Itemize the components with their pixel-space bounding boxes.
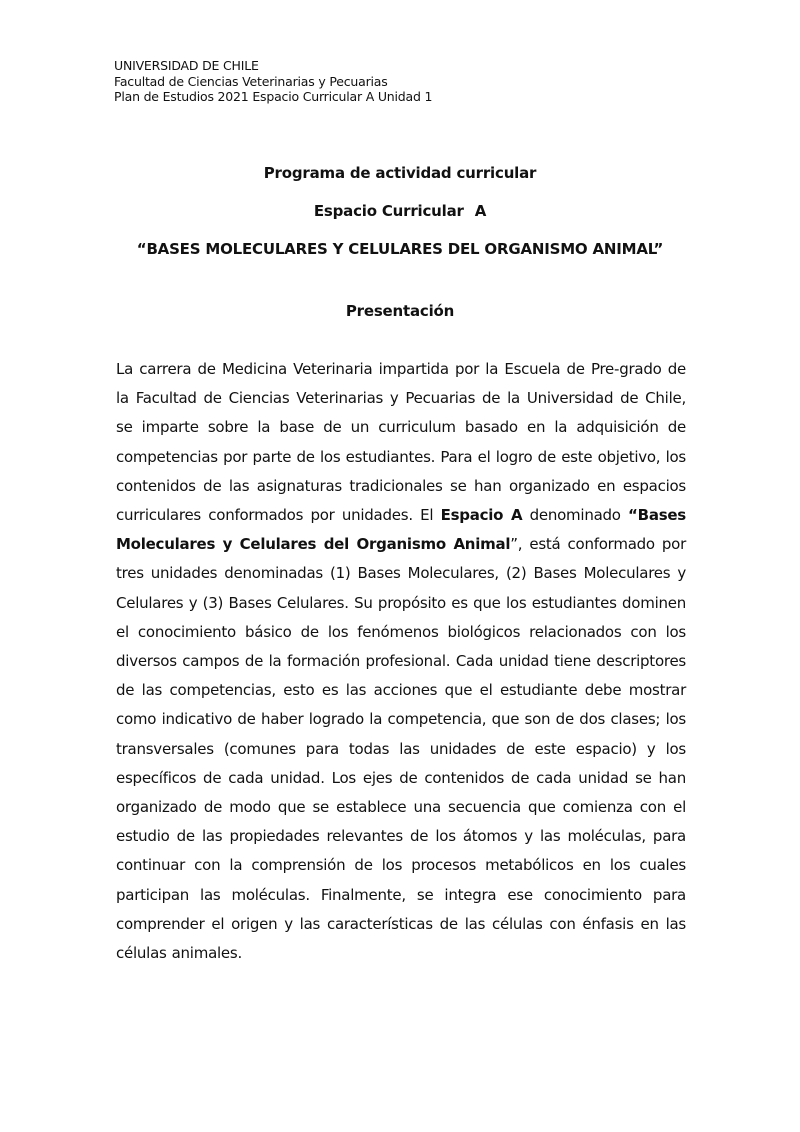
curricular-space-title <box>0 202 800 220</box>
program-title: Programa de actividad curricular <box>263 164 537 182</box>
paragraph-text-3: ”, está conformado por tres unidades denominadas (1) Bases Moleculares, (2) Bases Moleculares y Celulares y (3) Bases Celulares. Su propósito es que los estudiantes dominen el conocimiento básico de los fenómenos biológicos relacionados con los diversos campos de la formación profesional. Cada unidad tiene descriptores de las competencias, esto es las acciones que el estudiante debe mostrar como indicativo de haber logrado la competencia, que son de dos clases; los transversales (comunes para todas las unidades de este espacio) y los específicos de cada unidad. Los ejes de contenidos de cada unidad se han organizado de modo que se establece una secuencia que comienza con el estudio de las propiedades relevantes de los átomos y las moléculas, para continuar con la comprensión de los procesos metabólicos en los cuales participan las moléculas. Finalmente, se integra ese conocimiento para comprender el origen y las características de las células con énfasis en las células animales. <box>116 535 687 963</box>
header-plan: Plan de Estudios 2021 Espacio Curricular A Unidad 1 <box>114 89 433 104</box>
curricular-space-letter: A <box>474 202 487 220</box>
paragraph-text-2: denominado <box>522 506 629 525</box>
course-name-title: “BASES MOLECULARES Y CELULARES DEL ORGANISMO ANIMAL” <box>136 240 664 258</box>
curricular-space-label: Espacio Curricular <box>313 202 464 220</box>
header-faculty: Facultad de Ciencias Veterinarias y Pecuarias <box>114 73 388 89</box>
paragraph-text-1: La carrera de Medicina Veterinaria impartida por la Escuela de Pre-grado de la Facultad de Ciencias Veterinarias y Pecuarias de la Universidad de Chile, se imparte sobre la base de un curriculum basado en la adquisición de competencias por parte de los estudiantes. Para el logro de este objetivo, los contenidos de las asignaturas tradicionales se han organizado en espacios curriculares conformados por unidades. El <box>116 360 686 525</box>
section-heading: Presentación <box>345 302 455 320</box>
document-header <box>114 58 432 105</box>
presentation-paragraph <box>116 355 686 968</box>
paragraph-bold-espacio: Espacio A <box>440 506 523 525</box>
paragraph-bold-course: “Bases Moleculares y Celulares del Organismo Animal <box>116 506 686 554</box>
header-university: UNIVERSIDAD DE CHILE <box>114 58 259 73</box>
